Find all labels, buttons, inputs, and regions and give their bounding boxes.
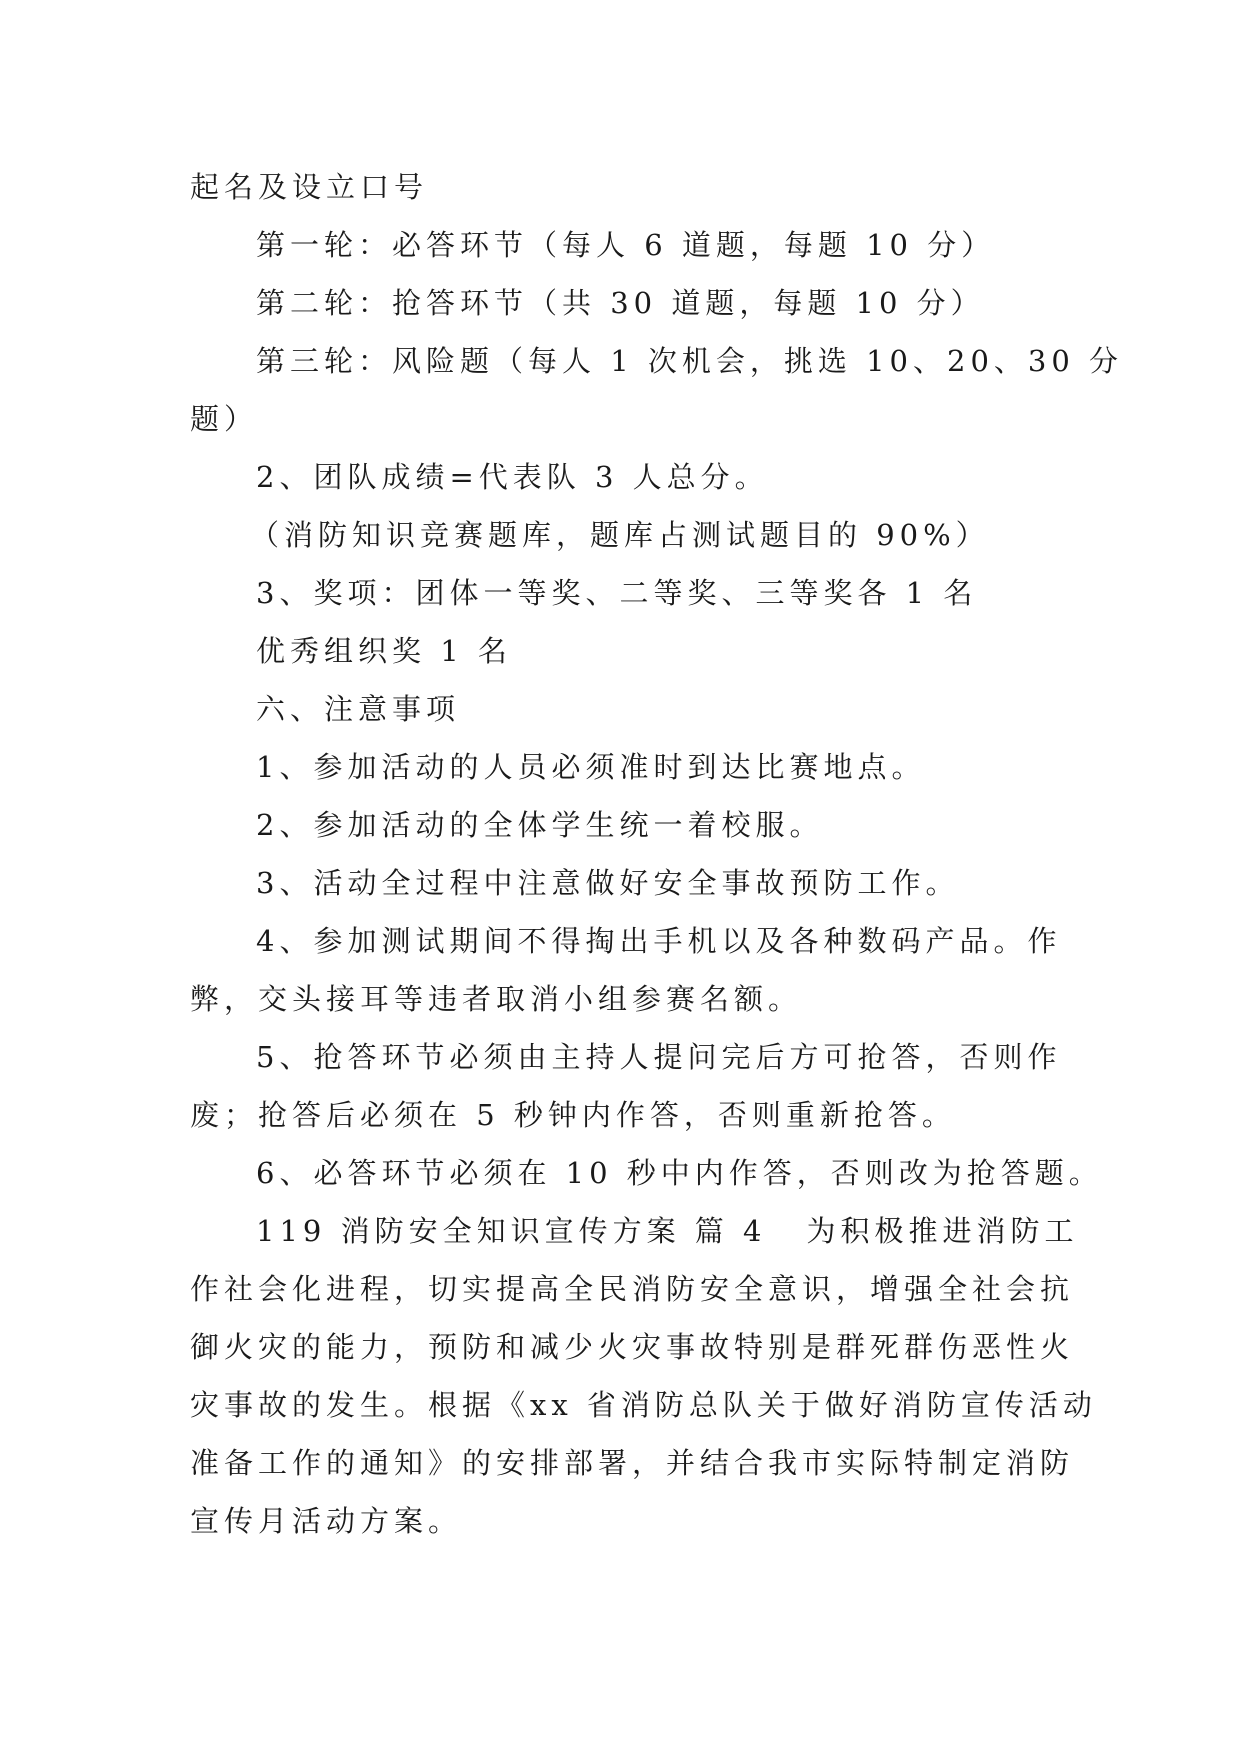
paragraph-start: 为积极推进消防工 <box>806 1214 1079 1248</box>
text-line: 宣传月活动方案。 <box>190 1504 463 1538</box>
text-line: 作社会化进程，切实提高全民消防安全意识，增强全社会抗 <box>190 1272 1075 1306</box>
text-line: 1、参加活动的人员必须准时到达比赛地点。 <box>256 750 926 784</box>
text-line: 优秀组织奖 1 名 <box>256 634 512 668</box>
text-line: （消防知识竞赛题库，题库占测试题目的 90%） <box>250 518 990 552</box>
text-line: 准备工作的通知》的安排部署，并结合我市实际特制定消防 <box>190 1446 1075 1480</box>
text-line: 灾事故的发生。根据《xx 省消防总队关于做好消防宣传活动 <box>190 1388 1097 1422</box>
text-line: 御火灾的能力，预防和减少火灾事故特别是群死群伤恶性火 <box>190 1330 1075 1364</box>
text-line: 第二轮：抢答环节（共 30 道题，每题 10 分） <box>256 286 985 320</box>
text-line: 弊，交头接耳等违者取消小组参赛名额。 <box>190 982 803 1016</box>
text-line: 废；抢答后必须在 5 秒钟内作答，否则重新抢答。 <box>190 1098 956 1132</box>
text-line: 4、参加测试期间不得掏出手机以及各种数码产品。作 <box>256 924 1062 958</box>
text-line: 3、活动全过程中注意做好安全事故预防工作。 <box>256 866 960 900</box>
document-body <box>190 158 1124 1550</box>
text-line: 5、抢答环节必须由主持人提问完后方可抢答，否则作 <box>256 1040 1062 1074</box>
text-line: 第一轮：必答环节（每人 6 道题，每题 10 分） <box>256 228 996 262</box>
text-line: 题） <box>190 402 259 436</box>
text-line: 第三轮：风险题（每人 1 次机会，挑选 10、20、30 分 <box>256 344 1124 378</box>
section-heading: 六、注意事项 <box>256 692 461 726</box>
text-line: 6、必答环节必须在 10 秒中内作答，否则改为抢答题。 <box>256 1156 1103 1190</box>
text-line: 2、团队成绩=代表队 3 人总分。 <box>256 460 769 494</box>
section-title: 119 消防安全知识宣传方案 篇 4 <box>256 1214 767 1248</box>
text-line: 起名及设立口号 <box>190 170 429 204</box>
text-line: 3、奖项：团体一等奖、二等奖、三等奖各 1 名 <box>256 576 978 610</box>
text-line <box>190 1202 1079 1260</box>
text-line: 2、参加活动的全体学生统一着校服。 <box>256 808 824 842</box>
